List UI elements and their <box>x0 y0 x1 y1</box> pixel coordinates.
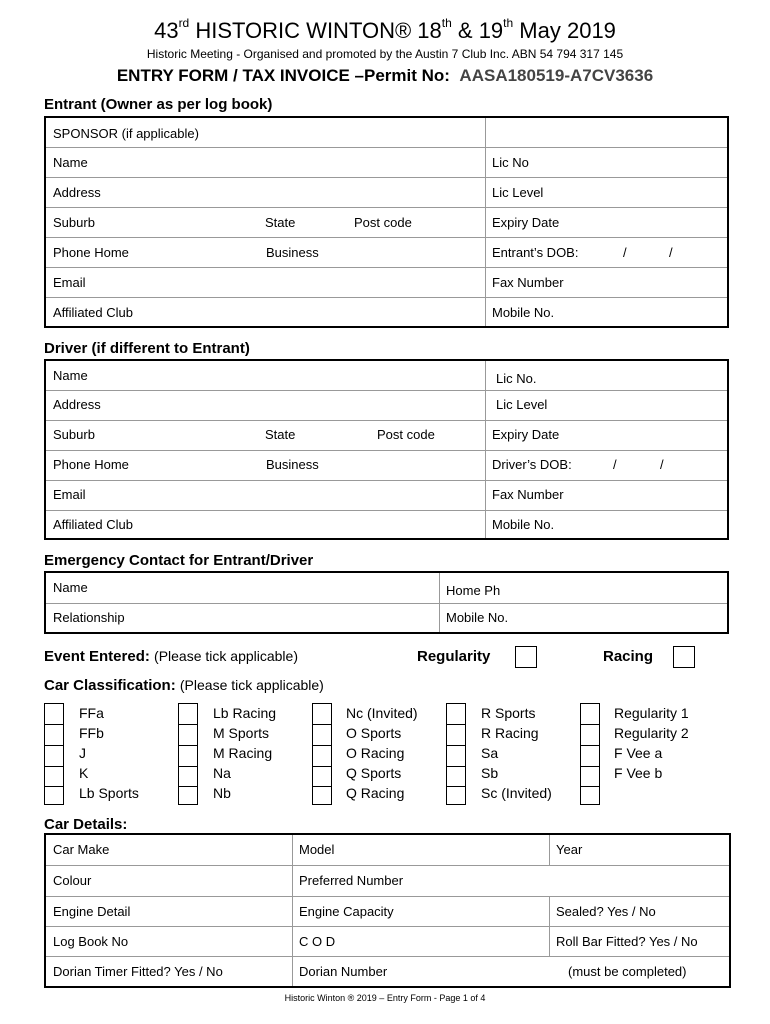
divider <box>46 510 727 511</box>
nc-invited-checkbox[interactable] <box>313 704 331 725</box>
m-racing-checkbox[interactable] <box>179 746 197 767</box>
entrant-dob-field[interactable]: Entrant’s DOB: <box>492 245 579 260</box>
class-r-racing: R Racing <box>481 725 539 741</box>
class-o-racing: O Racing <box>346 745 405 761</box>
entrant-sponsor-field[interactable]: SPONSOR (if applicable) <box>53 126 199 141</box>
emergency-table <box>44 571 729 634</box>
entrant-mobile-field[interactable]: Mobile No. <box>492 305 555 320</box>
driver-lic-no-field[interactable]: Lic No. <box>496 371 537 386</box>
entrant-suburb-field[interactable]: Suburb <box>53 215 95 230</box>
o-sports-checkbox[interactable] <box>313 725 331 746</box>
sa-checkbox[interactable] <box>447 746 465 767</box>
divider <box>46 420 727 421</box>
divider <box>46 207 727 208</box>
car-year-field[interactable]: Year <box>556 842 583 857</box>
m-sports-checkbox[interactable] <box>179 725 197 746</box>
sc-invited-checkbox[interactable] <box>447 787 465 806</box>
divider <box>46 896 729 897</box>
class-m-racing: M Racing <box>213 745 273 761</box>
class-o-sports: O Sports <box>346 725 402 741</box>
ffb-checkbox[interactable] <box>45 725 63 746</box>
entrant-lic-level-field[interactable]: Lic Level <box>492 185 544 200</box>
sealed-field[interactable]: Sealed? Yes / No <box>556 904 656 919</box>
entrant-address-field[interactable]: Address <box>53 185 101 200</box>
divider <box>46 865 729 866</box>
class-j: J <box>79 745 86 761</box>
entrant-table <box>44 116 729 328</box>
page-footer: Historic Winton ® 2019 – Entry Form - Page 1 of 4 <box>284 993 486 1003</box>
classification-checkbox-column <box>178 703 198 805</box>
class-q-sports: Q Sports <box>346 765 402 781</box>
divider <box>46 450 727 451</box>
driver-lic-level-field[interactable]: Lic Level <box>496 397 548 412</box>
class-regularity-2: Regularity 2 <box>614 725 689 741</box>
divider <box>485 118 486 326</box>
classification-checkbox-column <box>44 703 64 805</box>
class-nb: Nb <box>213 785 231 801</box>
class-ffb: FFb <box>79 725 104 741</box>
date-separator: / <box>660 457 664 472</box>
nb-checkbox[interactable] <box>179 787 197 806</box>
class-k: K <box>79 765 89 781</box>
divider <box>46 926 729 927</box>
regularity-2-checkbox[interactable] <box>581 725 599 746</box>
preferred-number-field[interactable]: Preferred Number <box>299 873 404 888</box>
divider <box>46 390 727 391</box>
racing-label: Racing <box>603 648 654 665</box>
q-sports-checkbox[interactable] <box>313 767 331 787</box>
class-m-sports: M Sports <box>213 725 270 741</box>
car-model-field[interactable]: Model <box>299 842 335 857</box>
class-regularity-1: Regularity 1 <box>614 705 689 721</box>
driver-postcode-field[interactable]: Post code <box>377 427 435 442</box>
class-na: Na <box>213 765 231 781</box>
form-title: ENTRY FORM / TAX INVOICE –Permit No: AASA180519-A7CV3636 <box>116 66 654 85</box>
divider <box>46 480 727 481</box>
engine-detail-field[interactable]: Engine Detail <box>53 904 131 919</box>
dorian-timer-field[interactable]: Dorian Timer Fitted? Yes / No <box>53 964 223 979</box>
driver-business-field[interactable]: Business <box>266 457 319 472</box>
driver-mobile-field[interactable]: Mobile No. <box>492 517 555 532</box>
driver-table <box>44 359 729 540</box>
driver-suburb-field[interactable]: Suburb <box>53 427 95 442</box>
classification-checkbox-column <box>446 703 466 805</box>
class-r-sports: R Sports <box>481 705 536 721</box>
f-vee-b-checkbox[interactable] <box>581 767 599 787</box>
divider <box>46 147 727 148</box>
entrant-state-field[interactable]: State <box>265 215 296 230</box>
class-sb: Sb <box>481 765 499 781</box>
permit-number: AASA180519-A7CV3636 <box>459 66 654 85</box>
o-racing-checkbox[interactable] <box>313 746 331 767</box>
lb-racing-checkbox[interactable] <box>179 704 197 725</box>
entrant-phone-home-field[interactable]: Phone Home <box>53 245 129 260</box>
class-f-vee-b: F Vee b <box>614 765 663 781</box>
engine-capacity-field[interactable]: Engine Capacity <box>299 904 394 919</box>
class-q-racing: Q Racing <box>346 785 405 801</box>
car-details-heading: Car Details: <box>44 816 128 833</box>
divider <box>46 603 727 604</box>
regularity-checkbox[interactable] <box>515 646 537 668</box>
date-separator: / <box>669 245 673 260</box>
r-racing-checkbox[interactable] <box>447 725 465 746</box>
date-separator: / <box>613 457 617 472</box>
event-entered-label: Event Entered: (Please tick applicable) <box>44 648 298 665</box>
driver-name-field[interactable]: Name <box>53 368 88 383</box>
entrant-postcode-field[interactable]: Post code <box>354 215 412 230</box>
car-colour-field[interactable]: Colour <box>53 873 92 888</box>
ffa-checkbox[interactable] <box>45 704 63 725</box>
class-sa: Sa <box>481 745 499 761</box>
blank-checkbox[interactable] <box>581 787 599 806</box>
r-sports-checkbox[interactable] <box>447 704 465 725</box>
driver-phone-home-field[interactable]: Phone Home <box>53 457 129 472</box>
entrant-email-field[interactable]: Email <box>53 275 86 290</box>
classification-checkbox-column <box>580 703 600 805</box>
car-make-field[interactable]: Car Make <box>53 842 110 857</box>
entrant-business-field[interactable]: Business <box>266 245 319 260</box>
na-checkbox[interactable] <box>179 767 197 787</box>
entrant-name-field[interactable]: Name <box>53 155 88 170</box>
emergency-mobile-field[interactable]: Mobile No. <box>446 610 509 625</box>
classification-checkbox-column <box>312 703 332 805</box>
divider <box>46 956 729 957</box>
emergency-name-field[interactable]: Name <box>53 580 88 595</box>
driver-dob-field[interactable]: Driver’s DOB: <box>492 457 572 472</box>
driver-fax-field[interactable]: Fax Number <box>492 487 564 502</box>
racing-checkbox[interactable] <box>673 646 695 668</box>
divider <box>292 835 293 986</box>
regularity-1-checkbox[interactable] <box>581 704 599 725</box>
driver-heading: Driver (if different to Entrant) <box>44 340 250 357</box>
entrant-club-field[interactable]: Affiliated Club <box>53 305 133 320</box>
j-checkbox[interactable] <box>45 746 63 767</box>
must-be-completed-note: (must be completed) <box>568 964 687 979</box>
entrant-heading: Entrant (Owner as per log book) <box>44 96 273 113</box>
class-sc-invited: Sc (Invited) <box>481 785 552 801</box>
divider <box>46 267 727 268</box>
driver-email-field[interactable]: Email <box>53 487 86 502</box>
class-ffa: FFa <box>79 705 104 721</box>
f-vee-a-checkbox[interactable] <box>581 746 599 767</box>
class-nc-invited: Nc (Invited) <box>346 705 418 721</box>
page-subtitle: Historic Meeting - Organised and promoted by the Austin 7 Club Inc. ABN 54 794 317 145 <box>146 47 624 61</box>
cod-field[interactable]: C O D <box>299 934 336 949</box>
driver-address-field[interactable]: Address <box>53 397 101 412</box>
entrant-expiry-field[interactable]: Expiry Date <box>492 215 560 230</box>
roll-bar-field[interactable]: Roll Bar Fitted? Yes / No <box>556 934 698 949</box>
driver-expiry-field[interactable]: Expiry Date <box>492 427 560 442</box>
date-separator: / <box>623 245 627 260</box>
driver-state-field[interactable]: State <box>265 427 296 442</box>
page-title: 43rd HISTORIC WINTON® 18th & 19th May 2019 <box>154 16 616 43</box>
log-book-field[interactable]: Log Book No <box>53 934 129 949</box>
emergency-home-ph-field[interactable]: Home Ph <box>446 583 501 598</box>
car-classification-label: Car Classification: (Please tick applicable) <box>44 677 324 694</box>
q-racing-checkbox[interactable] <box>313 787 331 806</box>
lb-sports-checkbox[interactable] <box>45 787 63 806</box>
divider <box>46 177 727 178</box>
divider <box>549 835 550 865</box>
entrant-lic-no-field[interactable]: Lic No <box>492 155 529 170</box>
emergency-heading: Emergency Contact for Entrant/Driver <box>44 552 314 569</box>
k-checkbox[interactable] <box>45 767 63 787</box>
divider <box>46 237 727 238</box>
entrant-fax-field[interactable]: Fax Number <box>492 275 564 290</box>
dorian-number-field[interactable]: Dorian Number <box>299 964 388 979</box>
driver-club-field[interactable]: Affiliated Club <box>53 517 133 532</box>
class-lb-sports: Lb Sports <box>79 785 139 801</box>
sb-checkbox[interactable] <box>447 767 465 787</box>
emergency-relationship-field[interactable]: Relationship <box>53 610 125 625</box>
regularity-label: Regularity <box>417 648 491 665</box>
class-f-vee-a: F Vee a <box>614 745 663 761</box>
divider <box>46 297 727 298</box>
car-details-table <box>44 833 731 988</box>
class-lb-racing: Lb Racing <box>213 705 277 721</box>
